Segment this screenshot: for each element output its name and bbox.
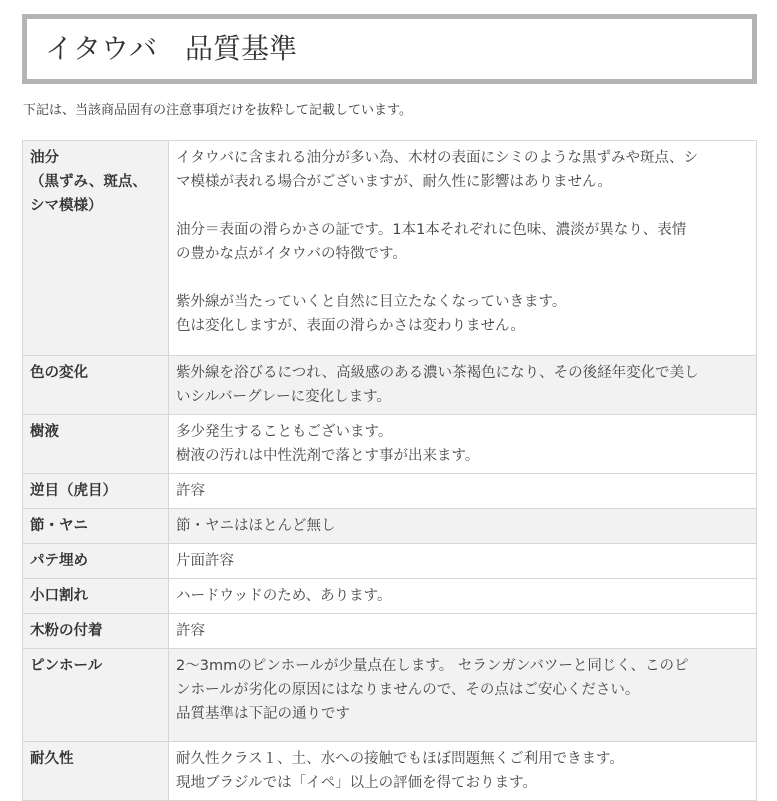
- row-label-line: 節・ヤニ: [30, 518, 88, 534]
- row-label: [23, 141, 169, 356]
- row-label: [23, 474, 169, 509]
- row-value-paragraph: [176, 290, 749, 338]
- row-label: [23, 544, 169, 579]
- row-value-line: 樹液の汚れは中性洗剤で落とす事が出来ます。: [176, 448, 480, 464]
- table-row: [23, 141, 757, 356]
- row-value-line: 2～3mmのピンホールが少量点在します。 セランガンバツーと同じく、このピ: [176, 658, 689, 674]
- table-row: [23, 509, 757, 544]
- row-value-line: 品質基準は下記の通りです: [176, 706, 350, 722]
- row-label: [23, 579, 169, 614]
- row-value-line: 多少発生することもございます。: [176, 424, 393, 440]
- row-label: [23, 509, 169, 544]
- row-value-line: 許容: [176, 483, 205, 499]
- row-value-paragraph: [176, 747, 749, 795]
- table-row: [23, 649, 757, 742]
- row-label-line: ピンホール: [30, 658, 103, 674]
- row-label-line: 油分: [30, 150, 59, 166]
- row-label-line: （黒ずみ、斑点、: [30, 174, 147, 190]
- row-value-line: 節・ヤニはほとんど無し: [176, 518, 336, 534]
- title-box: [22, 14, 757, 84]
- row-label-line: 逆目（虎目）: [30, 483, 117, 499]
- table-row: [23, 742, 757, 801]
- row-value: [169, 649, 757, 742]
- row-value-line: の豊かな点がイタウバの特徴です。: [176, 246, 407, 262]
- row-label-line: 耐久性: [30, 751, 74, 767]
- row-value-paragraph: [176, 654, 749, 726]
- row-value: [169, 415, 757, 474]
- row-value-line: ンホールが劣化の原因にはなりませんので、その点はご安心ください。: [176, 682, 640, 698]
- row-value: [169, 544, 757, 579]
- row-value-paragraph: [176, 514, 749, 538]
- row-label: [23, 742, 169, 801]
- row-label: [23, 649, 169, 742]
- row-label-line: 小口割れ: [30, 588, 88, 604]
- row-value: [169, 509, 757, 544]
- row-value: [169, 356, 757, 415]
- row-label-line: 色の変化: [30, 365, 88, 381]
- table-row: [23, 474, 757, 509]
- row-value-paragraph: [176, 218, 749, 266]
- row-value-line: 紫外線を浴びるにつれ、高級感のある濃い茶褐色になり、その後経年変化で美し: [176, 365, 699, 381]
- row-label: [23, 415, 169, 474]
- table-row: [23, 356, 757, 415]
- quality-standards-table: [22, 140, 757, 801]
- table-row: [23, 415, 757, 474]
- row-value-line: 現地ブラジルでは「イペ」以上の評価を得ております。: [176, 775, 537, 791]
- table-row: [23, 579, 757, 614]
- row-value-paragraph: [176, 146, 749, 194]
- row-value: [169, 141, 757, 356]
- row-label: [23, 356, 169, 415]
- row-value-line: 紫外線が当たっていくと自然に目立たなくなっていきます。: [176, 294, 567, 310]
- row-value-line: 色は変化しますが、表面の滑らかさは変わりません。: [176, 318, 525, 334]
- row-value-line: いシルバーグレーに変化します。: [176, 389, 391, 405]
- row-label: [23, 614, 169, 649]
- row-label-line: シマ模様）: [30, 198, 103, 214]
- row-value-paragraph: [176, 479, 749, 503]
- row-value: [169, 614, 757, 649]
- row-value-line: ハードウッドのため、あります。: [176, 588, 392, 604]
- page-title: イタウバ 品質基準: [45, 32, 298, 65]
- row-value: [169, 474, 757, 509]
- row-value-line: 耐久性クラス１、土、水への接触でもほぼ問題無くご利用できます。: [176, 751, 624, 767]
- row-value-line: 片面許容: [176, 553, 234, 569]
- row-value-paragraph: [176, 584, 749, 608]
- row-value-line: 油分＝表面の滑らかさの証です。1本1本それぞれに色味、濃淡が異なり、表情: [176, 222, 687, 238]
- row-value-paragraph: [176, 549, 749, 573]
- row-value-paragraph: [176, 420, 749, 468]
- row-value-paragraph: [176, 619, 749, 643]
- table-row: [23, 614, 757, 649]
- row-value-line: マ模様が表れる場合がございますが、耐久性に影響はありません。: [176, 174, 612, 190]
- row-label-line: 樹液: [30, 424, 59, 440]
- row-value-paragraph: [176, 361, 749, 409]
- row-label-line: 木粉の付着: [30, 623, 103, 639]
- row-value-line: イタウバに含まれる油分が多い為、木材の表面にシミのような黒ずみや斑点、シ: [176, 150, 698, 166]
- row-label-line: パテ埋め: [30, 553, 88, 569]
- quality-standards-table-body: [23, 141, 757, 801]
- table-row: [23, 544, 757, 579]
- row-value: [169, 579, 757, 614]
- row-value: [169, 742, 757, 801]
- intro-note: 下記は、当該商品固有の注意事項だけを抜粋して記載しています。: [23, 103, 412, 118]
- row-value-line: 許容: [176, 623, 205, 639]
